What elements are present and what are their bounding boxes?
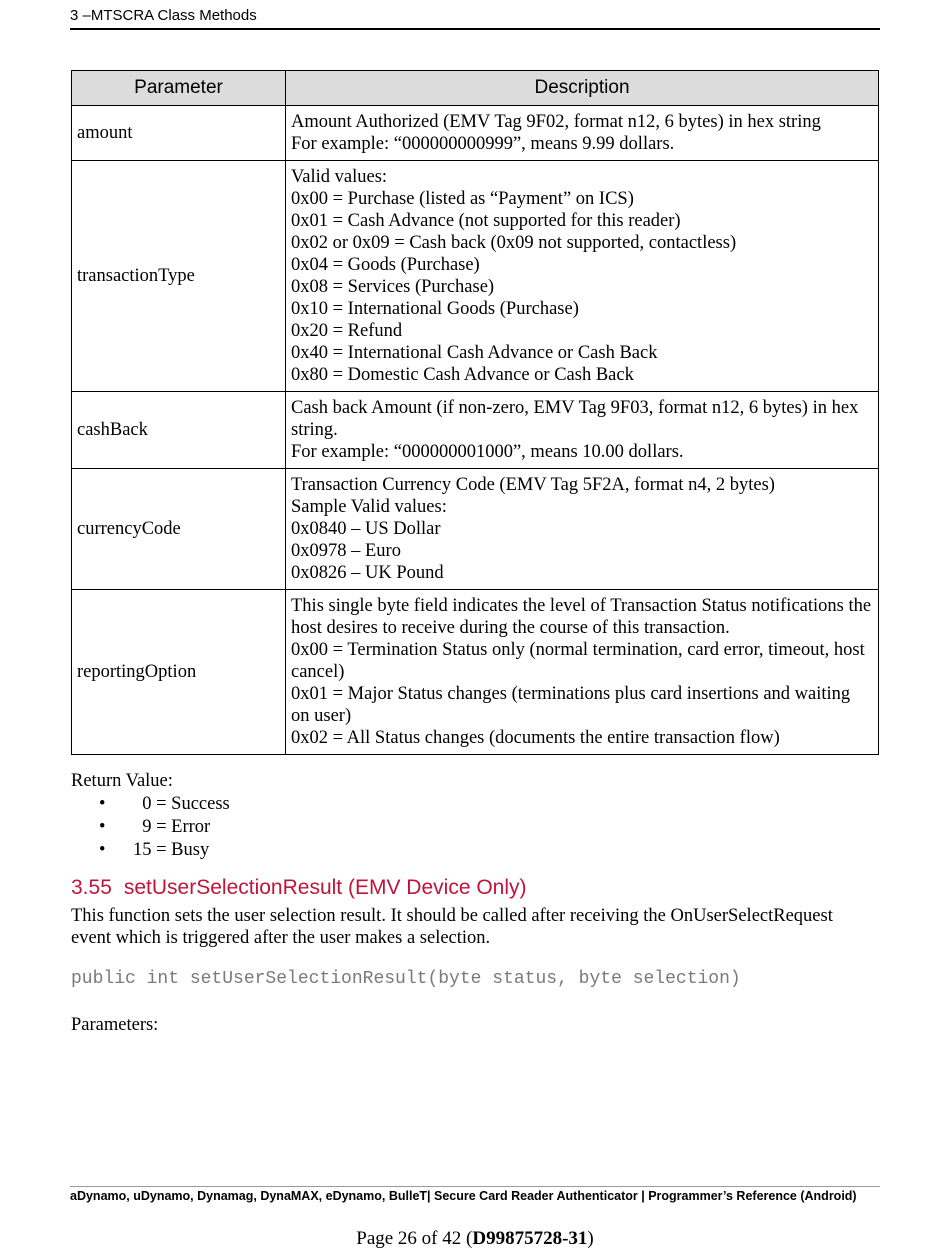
parameter-name-cell: cashBack xyxy=(72,392,286,469)
table-row xyxy=(72,106,879,161)
description-line: 0x40 = International Cash Advance or Cash Back xyxy=(291,343,658,363)
return-value-text: 9 = Error xyxy=(133,817,211,837)
description-line: 0x01 = Cash Advance (not supported for this reader) xyxy=(291,211,681,231)
bullet-icon: • xyxy=(99,817,106,837)
description-line: 0x04 = Goods (Purchase) xyxy=(291,255,480,275)
section-number: 3.55 xyxy=(71,876,112,899)
method-signature-code: public int setUserSelectionResult(byte status, byte selection) xyxy=(71,969,741,989)
page-number xyxy=(0,1228,950,1250)
section-heading xyxy=(71,876,527,900)
return-value-label: Return Value: xyxy=(71,771,173,791)
description-line: 0x01 = Major Status changes (terminations plus card insertions and waiting on user) xyxy=(291,684,851,726)
description-line: This single byte field indicates the level of Transaction Status notifications the host desires to receive during the course of this transaction. xyxy=(291,596,872,638)
section-title: setUserSelectionResult (EMV Device Only) xyxy=(123,876,527,899)
description-line: 0x00 = Purchase (listed as “Payment” on ICS) xyxy=(291,189,634,209)
description-line: 0x02 = All Status changes (documents the entire transaction flow) xyxy=(291,728,780,748)
description-line: 0x10 = International Goods (Purchase) xyxy=(291,299,579,319)
parameter-name-cell: transactionType xyxy=(72,161,286,392)
parameter-description-cell xyxy=(286,392,879,469)
bullet-icon: • xyxy=(99,840,106,860)
page-prefix: Page 26 of 42 ( xyxy=(356,1228,473,1249)
parameter-description-cell xyxy=(286,590,879,755)
parameters-label: Parameters: xyxy=(71,1015,159,1035)
page-suffix: ) xyxy=(587,1228,594,1249)
bullet-icon: • xyxy=(99,794,106,814)
header-rule xyxy=(70,28,880,30)
return-value-text: 15 = Busy xyxy=(133,840,210,860)
description-line: 0x0840 – US Dollar xyxy=(291,519,441,539)
description-line: 0x0978 – Euro xyxy=(291,541,401,561)
column-header-description: Description xyxy=(286,71,879,106)
return-value-text: 0 = Success xyxy=(133,794,230,814)
parameter-table-body xyxy=(72,106,879,755)
description-line: Amount Authorized (EMV Tag 9F02, format n12, 6 bytes) in hex string xyxy=(291,112,821,132)
description-line: 0x02 or 0x09 = Cash back (0x09 not supported, contactless) xyxy=(291,233,737,253)
table-row xyxy=(72,161,879,392)
footer-rule xyxy=(70,1186,880,1187)
description-line: For example: “000000001000”, means 10.00 dollars. xyxy=(291,442,684,462)
parameter-description-cell xyxy=(286,161,879,392)
section-description: This function sets the user selection result. It should be called after receiving the OnUserSelectRequest event which is triggered after the user makes a selection. xyxy=(71,906,833,948)
table-row xyxy=(72,469,879,590)
table-row xyxy=(72,590,879,755)
description-line: Sample Valid values: xyxy=(291,497,447,517)
table-row xyxy=(72,392,879,469)
description-line: 0x80 = Domestic Cash Advance or Cash Back xyxy=(291,365,634,385)
description-line: 0x00 = Termination Status only (normal termination, card error, timeout, host cancel) xyxy=(291,640,865,682)
parameter-name-cell: currencyCode xyxy=(72,469,286,590)
description-line: Transaction Currency Code (EMV Tag 5F2A, format n4, 2 bytes) xyxy=(291,475,775,495)
footer-product-line: aDynamo, uDynamo, Dynamag, DynaMAX, eDynamo, BulleT| Secure Card Reader Authenticator | Programmer’s Reference (Android) xyxy=(70,1189,857,1203)
description-line: For example: “000000000999”, means 9.99 dollars. xyxy=(291,134,675,154)
description-line: 0x08 = Services (Purchase) xyxy=(291,277,495,297)
parameter-table xyxy=(71,70,879,755)
document-id: D99875728-31 xyxy=(472,1228,588,1249)
column-header-parameter: Parameter xyxy=(72,71,286,106)
description-line: Cash back Amount (if non-zero, EMV Tag 9F03, format n12, 6 bytes) in hex string. xyxy=(291,398,859,440)
parameter-name-cell: reportingOption xyxy=(72,590,286,755)
parameter-description-cell xyxy=(286,469,879,590)
parameter-description-cell xyxy=(286,106,879,161)
description-line: Valid values: xyxy=(291,167,388,187)
description-line: 0x0826 – UK Pound xyxy=(291,563,444,583)
description-line: 0x20 = Refund xyxy=(291,321,403,341)
parameter-name-cell: amount xyxy=(72,106,286,161)
header-section-title: 3 –MTSCRA Class Methods xyxy=(70,7,257,24)
table-header-row xyxy=(72,71,879,106)
